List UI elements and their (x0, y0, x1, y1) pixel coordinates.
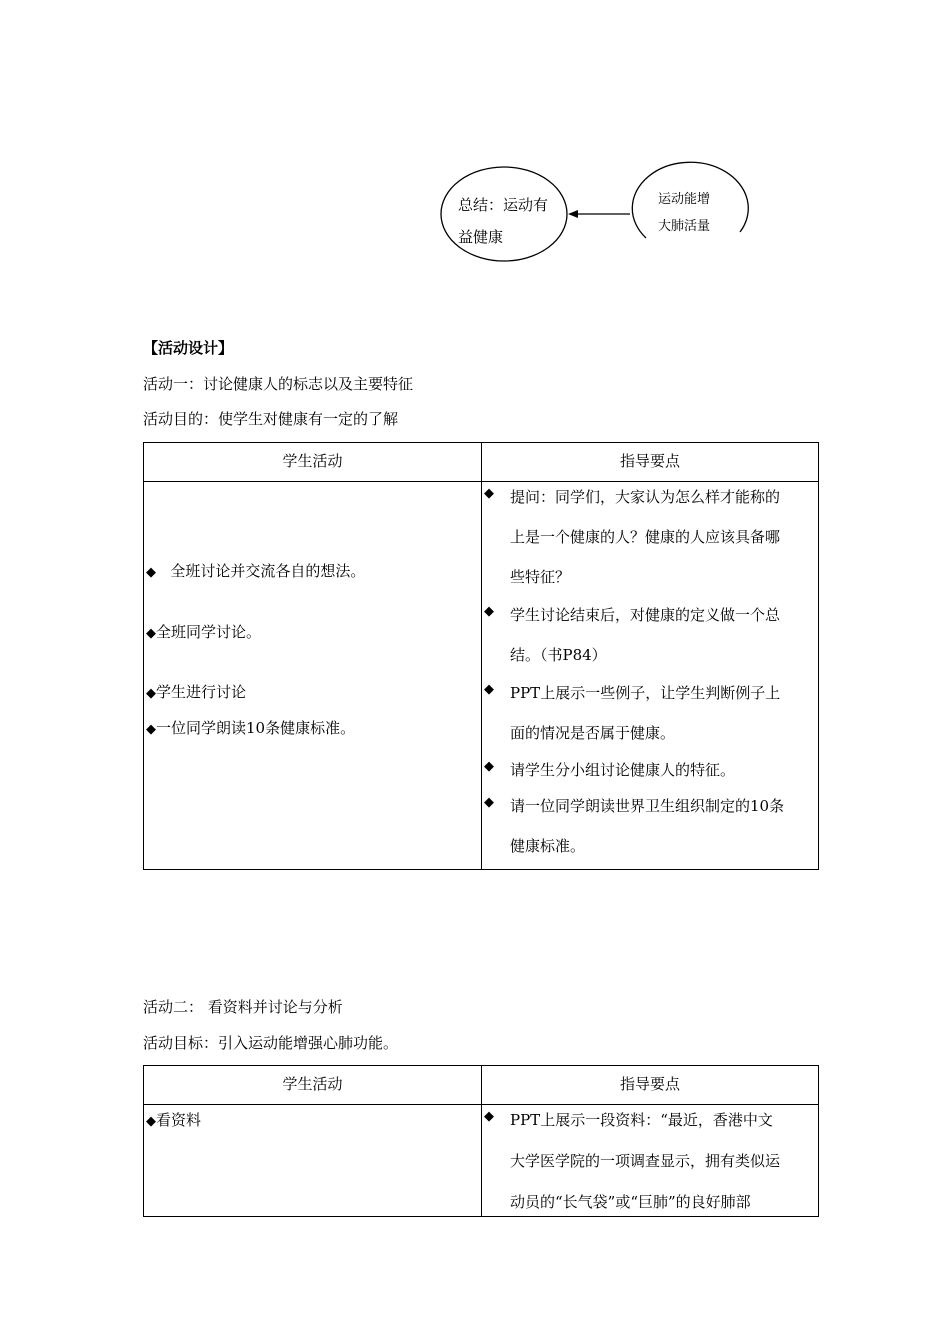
summary-oval-line-2: 益健康 (458, 228, 504, 246)
arrow-head-icon (568, 210, 578, 218)
activity1-student-item (146, 681, 246, 702)
guide-line: 学生讨论结束后，对健康的定义做一个总 (510, 606, 781, 624)
activity1-guide-cell (482, 482, 819, 870)
lung-oval-line-2: 大肺活量 (658, 219, 711, 234)
guide-line: 请一位同学朗读世界卫生组织制定的10条 (510, 797, 785, 815)
activity2-student-cell (144, 1105, 482, 1217)
activity2-guide-cell (482, 1105, 819, 1217)
activity1-student-item-text: 全班讨论并交流各自的想法。 (170, 562, 366, 580)
guide-line: 动员的“长气袋”或“巨肺”的良好肺部 (510, 1193, 751, 1211)
activity2-name: 活动二： 看资料并讨论与分析 (143, 998, 343, 1016)
diamond-bullet-icon: ◆ (146, 1114, 156, 1129)
diamond-bullet-icon: ◆ (484, 759, 494, 774)
guide-line: PPT上展示一些例子，让学生判断例子上 (510, 684, 781, 702)
section-title: 【活动设计】 (143, 339, 234, 357)
activity2-goal: 活动目标：引入运动能增强心肺功能。 (143, 1034, 399, 1052)
guide-line: 提问：同学们，大家认为怎么样才能称的 (510, 488, 781, 506)
activity2-guide-item (482, 1105, 780, 1215)
activity1-student-item (146, 560, 365, 581)
diamond-bullet-icon: ◆ (146, 565, 156, 580)
activity1-student-item-text: 一位同学朗读10条健康标准。 (156, 719, 356, 737)
activity1-student-cell (144, 482, 482, 870)
activity1-goal: 活动目的：使学生对健康有一定的了解 (143, 410, 399, 428)
activity1-guide-item (482, 482, 780, 604)
guide-line: PPT上展示一段资料：“最近，香港中文 (510, 1111, 773, 1129)
guide-line: 大学医学院的一项调查显示，拥有类似运 (510, 1152, 781, 1170)
guide-line: 些特征？ (510, 568, 571, 586)
activity2-header-student: 学生活动 (144, 1066, 482, 1105)
guide-line: 面的情况是否属于健康。 (510, 724, 676, 742)
activity1-student-item (146, 621, 261, 642)
diamond-bullet-icon: ◆ (484, 1109, 494, 1124)
activity1-guide-item (482, 678, 780, 760)
activity1-guide-item (482, 600, 780, 682)
concept-diagram (440, 160, 760, 270)
activity2-student-item-text: 看资料 (156, 1111, 202, 1129)
diamond-bullet-icon: ◆ (484, 486, 494, 501)
activity2-student-item (146, 1109, 201, 1130)
guide-line: 结。（书P84） (510, 646, 607, 664)
guide-line: 上是一个健康的人？健康的人应该具备哪 (510, 528, 781, 546)
diamond-bullet-icon: ◆ (146, 626, 156, 641)
diamond-bullet-icon: ◆ (484, 795, 494, 810)
guide-line: 健康标准。 (510, 837, 586, 855)
activity1-guide-item (482, 791, 784, 873)
activity2-table (143, 1065, 819, 1217)
lung-oval-line-1: 运动能增 (658, 192, 711, 207)
diamond-bullet-icon: ◆ (484, 604, 494, 619)
diamond-bullet-icon: ◆ (146, 722, 156, 737)
activity1-student-item (146, 717, 355, 738)
diamond-bullet-icon: ◆ (146, 686, 156, 701)
summary-oval-line-1: 总结：运动有 (458, 196, 549, 214)
diamond-bullet-icon: ◆ (484, 682, 494, 697)
guide-line: 请学生分小组讨论健康人的特征。 (510, 761, 736, 779)
activity1-student-item-text: 全班同学讨论。 (156, 623, 262, 641)
activity1-table (143, 442, 819, 870)
activity2-header-guide: 指导要点 (482, 1066, 819, 1105)
activity1-header-guide: 指导要点 (482, 443, 819, 482)
activity1-header-student: 学生活动 (144, 443, 482, 482)
activity1-name: 活动一：讨论健康人的标志以及主要特征 (143, 375, 414, 393)
activity1-student-item-text: 学生进行讨论 (156, 683, 247, 701)
